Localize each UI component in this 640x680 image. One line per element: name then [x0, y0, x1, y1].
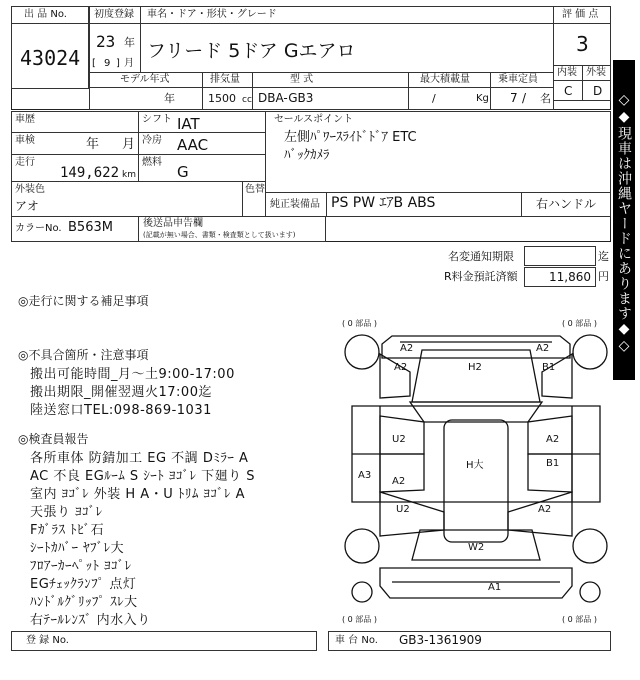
mark-roof: H大 [466, 460, 484, 471]
defect-line-3: 陸送窓口TEL:098-869-1031 [30, 403, 212, 418]
reg-no-cell [11, 631, 317, 651]
exterior-label-cell [582, 65, 611, 81]
mark-front-bumper-right: A2 [536, 343, 550, 354]
spare-wheel-right-icon [580, 582, 600, 602]
exterior-grade: D [593, 84, 603, 98]
first-reg-label: 初度登録 [94, 9, 134, 20]
inspection-month-unit: 月 [122, 137, 136, 152]
model-name-label: 車名・ドア・形状・グレード [147, 9, 277, 20]
fuel-cell [138, 154, 266, 182]
front-left-wheel-icon [345, 335, 379, 369]
standard-equip-label-cell [265, 192, 327, 217]
mark-front-bumper-left: A2 [400, 343, 414, 354]
interior-grade-cell [553, 80, 583, 101]
inspector-line-9: ﾊﾝﾄﾞﾙｸﾞﾘｯﾌﾟ ｽﾚ大 [30, 595, 138, 610]
ac: AAC [177, 136, 209, 154]
mark-rear-bumper: A1 [488, 582, 502, 593]
corner-label-bottom-left: ( 0 部品 ) [342, 615, 377, 624]
mark-right-front-fender: B1 [542, 362, 556, 373]
spec-labels-row [89, 72, 554, 88]
mark-left-rear-door-upper: A2 [392, 476, 406, 487]
mileage: 149,622 [60, 165, 120, 181]
corner-label-bottom-right: ( 0 部品 ) [562, 615, 597, 624]
model-name: フリード 5ドア Gエアロ [147, 40, 356, 62]
rear-right-wheel-icon [573, 529, 607, 563]
aftermarket-label: 後送品申告欄 [143, 218, 203, 229]
mark-left-rear-door: U2 [396, 504, 410, 515]
driving-notes-title: ◎走行に関する補足事項 [18, 294, 149, 308]
capacity-sep: / [522, 91, 527, 105]
roof-outline [444, 420, 508, 542]
inspector-line-8: EGﾁｪｯｸﾗﾝﾌﾟ 点灯 [30, 577, 137, 592]
reg-no-label: 登 録 No. [26, 635, 69, 646]
aftermarket-note: (記載が無い場合、書類・検査類として扱います) [143, 231, 296, 239]
shift: IAT [177, 115, 200, 133]
inspector-line-4: 天張り ﾖｺﾞﾚ [30, 505, 103, 520]
model-year-unit: 年 [164, 92, 175, 105]
chassis-no-label: 車 台 No. [335, 635, 378, 646]
spec-values-row [89, 87, 554, 110]
shift-cell [138, 111, 266, 133]
model-name-label-cell [140, 6, 554, 24]
mark-left-front-door: U2 [392, 434, 406, 445]
chassis-no-cell [328, 631, 611, 651]
lot-no: 43024 [20, 46, 81, 70]
handle: 右ハンドル [536, 197, 597, 211]
reg-month: 9 [104, 58, 111, 69]
type-code: DBA-GB3 [258, 91, 314, 105]
reg-year: 23 [96, 32, 116, 51]
grade-label-cell [553, 6, 611, 24]
mark-right-rear-door: B1 [546, 458, 560, 469]
defect-line-2: 搬出期限_開催翌週火17:00迄 [30, 385, 212, 400]
inspector-line-1: 各所車体 防錆加工 EG 不調 Dﾐﾗｰ A [30, 451, 249, 466]
model-name-cell [140, 23, 554, 73]
aftermarket-cell [138, 216, 326, 242]
recycle-box [524, 267, 596, 287]
color-change-label: 色替 [245, 184, 265, 195]
max-load-unit: Kg [476, 93, 489, 104]
corner-label-top-left: ( 0 部品 ) [342, 319, 377, 328]
standard-equip-label: 純正装備品 [270, 199, 320, 210]
mileage-unit: km [122, 170, 136, 180]
color-no-label: カラーNo. [15, 223, 62, 234]
grade-label: 評 価 点 [562, 9, 599, 20]
model-year-label: モデル年式 [120, 74, 170, 85]
ext-color-cell [11, 181, 243, 217]
lot-no-label-cell [11, 6, 89, 24]
inspector-line-10: 右ﾃｰﾙﾚﾝｽﾞ 内水入り [30, 613, 151, 628]
sales-point-1: 左側ﾊﾟﾜｰｽﾗｲﾄﾞﾄﾞｱ ETC [284, 130, 417, 145]
recycle-unit: 円 [598, 270, 609, 283]
displacement: 1500 [208, 92, 236, 105]
capacity: 7 [510, 91, 518, 105]
car-damage-diagram [340, 316, 612, 626]
rear-bumper-outline [380, 568, 572, 598]
defect-line-1: 搬出可能時間_月～土9:00-17:00 [30, 367, 235, 382]
mark-left-front-fender: A2 [394, 362, 408, 373]
rear-left-wheel-icon [345, 529, 379, 563]
inspector-line-3: 室内 ﾖｺﾞﾚ 外装 H A・U ﾄﾘﾑ ﾖｺﾞﾚ A [30, 487, 246, 502]
spare-wheel-left-icon [352, 582, 372, 602]
name-change-unit: 迄 [598, 250, 609, 263]
fuel-label: 燃料 [142, 157, 162, 168]
fuel: G [177, 163, 189, 181]
first-reg-cell: 23 年 [ 9 ] 月 [89, 23, 141, 73]
lot-no-cell [11, 23, 89, 89]
inspector-line-5: Fｶﾞﾗｽ ﾄﾋﾞ石 [30, 523, 105, 538]
interior-label: 内装 [557, 67, 577, 78]
displacement-label: 排気量 [210, 74, 240, 85]
displacement-unit: cc [242, 95, 252, 105]
exterior-label: 外装 [586, 67, 606, 78]
history-label: 車歴 [15, 114, 35, 125]
interior-label-cell [553, 65, 583, 81]
first-reg-label-cell [89, 6, 141, 24]
capacity-unit: 名 [540, 92, 551, 105]
interior-grade: C [564, 84, 573, 98]
mark-left-sill: A3 [358, 470, 372, 481]
inspection-cell [11, 132, 139, 155]
grade-cell [553, 23, 611, 66]
max-load-slash: / [432, 92, 436, 105]
inspector-line-7: ﾌﾛｱｰｶｰﾍﾟｯﾄ ﾖｺﾞﾚ [30, 559, 132, 574]
mark-right-rear-quarter: A2 [538, 504, 552, 515]
inspector-report-title: ◎検査員報告 [18, 432, 89, 446]
type-label: 型 式 [290, 74, 314, 85]
yard-location-banner: ◇◆現車は沖縄ヤードにあります◆◇ [613, 60, 635, 380]
inspector-line-6: ｼｰﾄｶﾊﾞｰ ﾔﾌﾞﾚ大 [30, 541, 125, 556]
defect-notes-title: ◎不具合箇所・注意事項 [18, 348, 149, 362]
reg-year-unit: 年 [124, 36, 135, 49]
lot-no-label: 出 品 No. [24, 9, 67, 20]
sales-point-label: セールスポイント [274, 114, 354, 125]
mileage-cell [11, 154, 139, 182]
front-right-wheel-icon [573, 335, 607, 369]
max-load-label: 最大積載量 [420, 74, 470, 85]
inspector-line-2: AC 不良 EGﾙｰﾑ S ｼｰﾄ ﾖｺﾞﾚ 下廻り S [30, 469, 255, 484]
mark-right-front-door: A2 [546, 434, 560, 445]
history-cell [11, 111, 139, 133]
capacity-label: 乗車定員 [498, 74, 538, 85]
sales-point-2: ﾊﾞｯｸｶﾒﾗ [284, 148, 330, 163]
inspection-year-unit: 年 [86, 137, 100, 152]
mileage-label: 走行 [15, 157, 35, 168]
name-change-label: 名変通知期限 [448, 250, 514, 263]
color-change-cell [242, 181, 266, 217]
shift-label: シフト [142, 114, 172, 125]
mark-rear-glass: W2 [468, 542, 485, 553]
ext-color-label: 外装色 [15, 184, 45, 195]
standard-equip: PS PW ｴｱB ABS [331, 195, 436, 211]
ac-label: 冷房 [142, 135, 162, 146]
color-no: B563M [68, 220, 113, 235]
sales-point-cell [265, 111, 611, 193]
ac-cell [138, 132, 266, 155]
reg-month-unit: 月 [124, 58, 134, 69]
handle-cell [521, 192, 611, 217]
exterior-grade-cell [582, 80, 611, 101]
chassis-no: GB3-1361909 [399, 633, 482, 647]
recycle-label: R料金預託済額 [444, 270, 518, 283]
corner-label-top-right: ( 0 部品 ) [562, 319, 597, 328]
standard-equip-cell [326, 192, 522, 217]
mark-hood: H2 [468, 362, 482, 373]
color-no-cell [11, 216, 139, 242]
grade: 3 [576, 32, 589, 56]
name-change-box [524, 246, 596, 266]
ext-color: アオ [15, 199, 39, 213]
inspection-label: 車検 [15, 135, 35, 146]
recycle-value: 11,860 [549, 270, 591, 284]
